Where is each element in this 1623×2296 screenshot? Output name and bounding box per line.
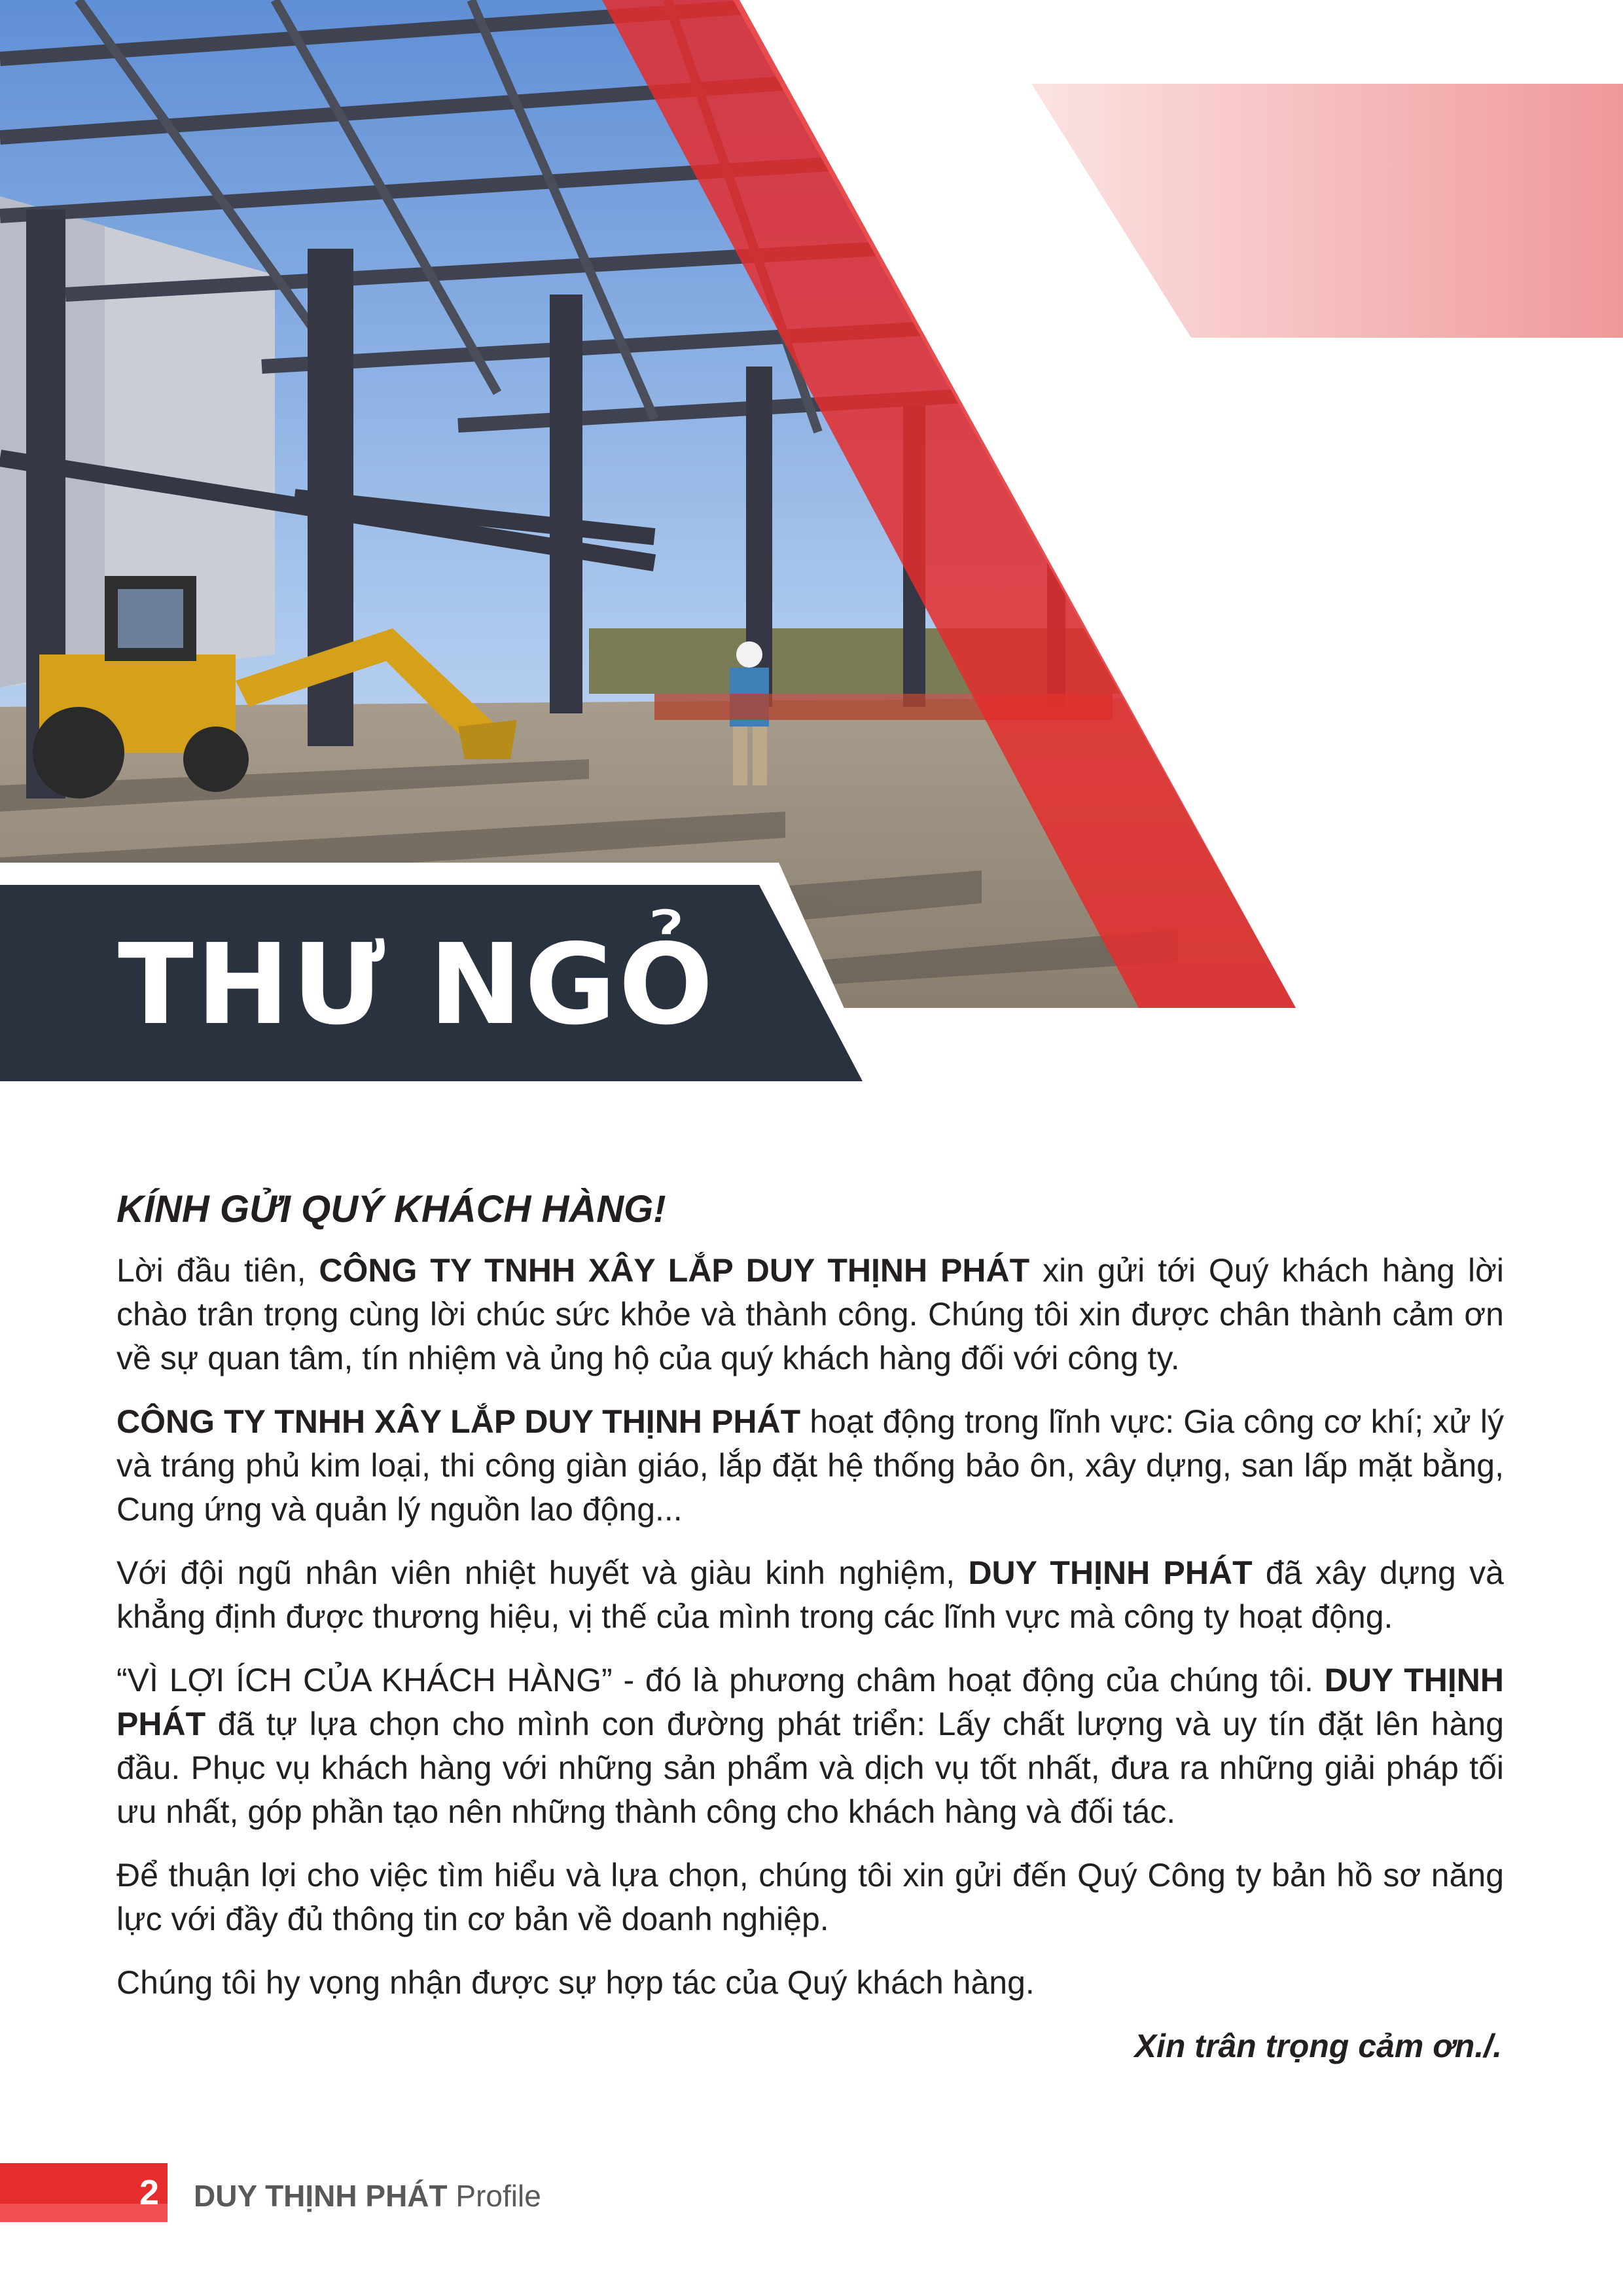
pink-accent-shape [1031,84,1623,338]
page-footer [0,2163,1623,2222]
paragraph-activities: CÔNG TY TNHH XÂY LẮP DUY THỊNH PHÁT hoạt động trong lĩnh vực: Gia công cơ khí; xử lý và tráng phủ kim loại, thi công giàn giáo, lắp đặt hệ thống bảo ôn, xây dựng, san lấp mặt bằng, Cung ứng và quản lý nguồn lao động... [116,1403,1504,1528]
closing-signoff: Xin trân trọng cảm ơn./. [1134,2028,1502,2064]
letter-body [116,1185,1504,2068]
paragraph-cooperation: Chúng tôi hy vọng nhận được sự hợp tác của Quý khách hàng. [116,1964,1035,2001]
page-title: THƯ NGỎ [118,920,716,1050]
hero-banner [0,0,1623,1113]
paragraph-intro: Lời đầu tiên, CÔNG TY TNHH XÂY LẮP DUY THỊNH PHÁT xin gửi tới Quý khách hàng lời chào trân trọng cùng lời chúc sức khỏe và thành công. Chúng tôi xin được chân thành cảm ơn về sự quan tâm, tín nhiệm và ủng hộ của quý khách hàng đối với công ty. [116,1252,1504,1376]
page-number: 2 [139,2173,160,2212]
greeting: KÍNH GỬI QUÝ KHÁCH HÀNG! [116,1188,666,1230]
footer-brand: DUY THỊNH PHÁT Profile [194,2179,541,2213]
paragraph-profile: Để thuận lợi cho việc tìm hiểu và lựa chọn, chúng tôi xin gửi đến Quý Công ty bản hồ sơ năng lực với đầy đủ thông tin cơ bản về doanh nghiệp. [116,1857,1504,1937]
paragraph-motto: “VÌ LỢI ÍCH CỦA KHÁCH HÀNG” - đó là phương châm hoạt động của chúng tôi. DUY THỊNH PHÁT đã tự lựa chọn cho mình con đường phát triển: Lấy chất lượng và uy tín đặt lên hàng đầu. Phục vụ khách hàng với những sản phẩm và dịch vụ tốt nhất, đưa ra những giải pháp tối ưu nhất, góp phần tạo nên những thành công cho khách hàng và đối tác. [116,1662,1504,1830]
paragraph-team: Với đội ngũ nhân viên nhiệt huyết và giàu kinh nghiệm, DUY THỊNH PHÁT đã xây dựng và khẳng định được thương hiệu, vị thế của mình trong các lĩnh vực mà công ty hoạt động. [116,1554,1504,1635]
